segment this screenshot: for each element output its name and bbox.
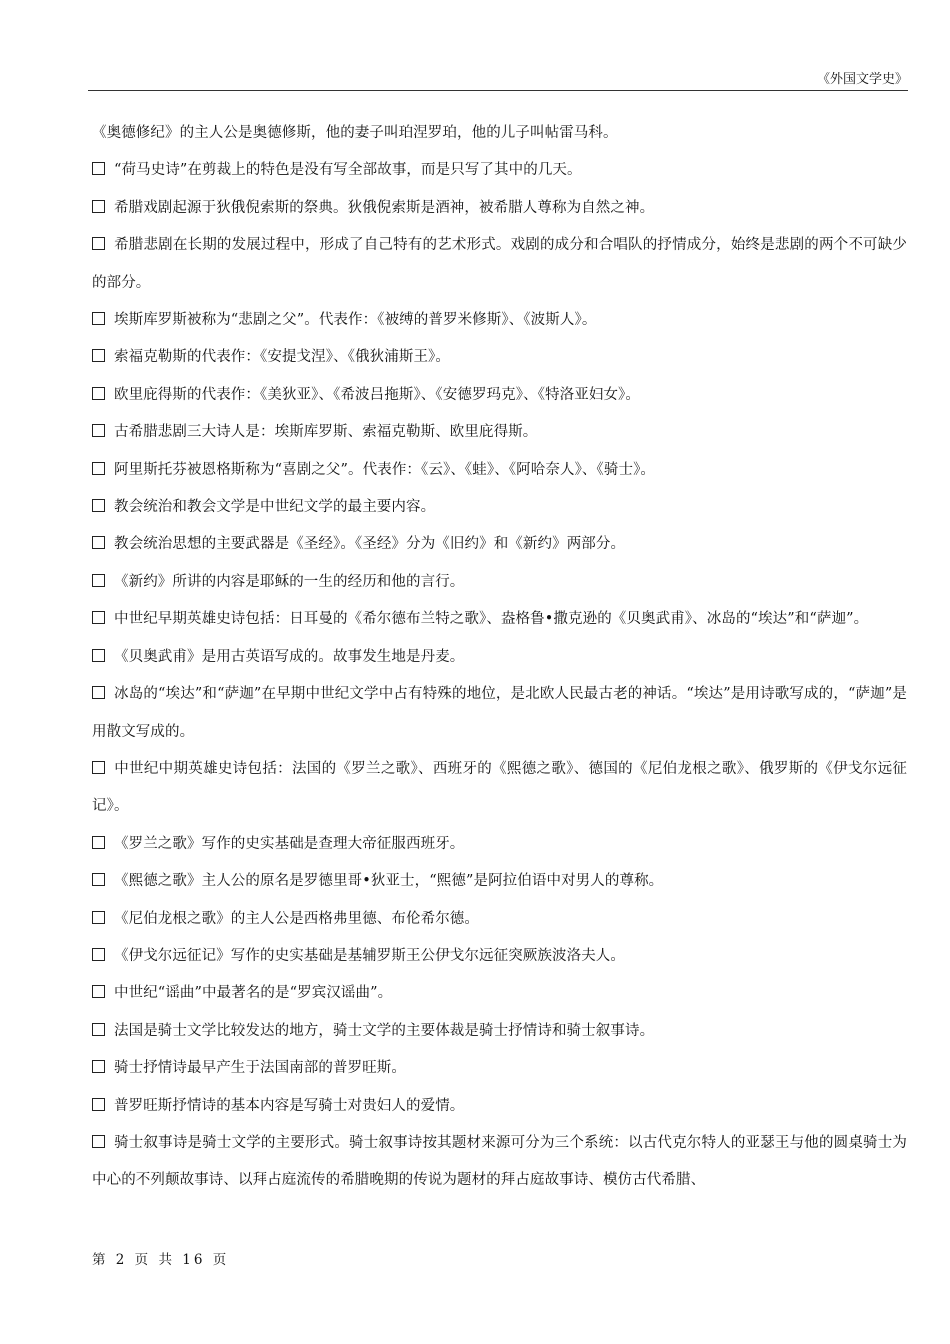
paragraph-text: 《尼伯龙根之歌》的主人公是西格弗里德、布伦希尔德。: [114, 910, 479, 927]
checkbox-bullet-icon: [92, 1098, 105, 1111]
page-header: [88, 72, 908, 91]
paragraph: [92, 526, 907, 563]
paragraph-text: 《奥德修纪》的主人公是奥德修斯，他的妻子叫珀涅罗珀，他的儿子叫帖雷马科。: [92, 125, 618, 141]
paragraph-text: 《罗兰之歌》写作的史实基础是查理大帝征服西班牙。: [114, 835, 465, 852]
paragraph-text: 古希腊悲剧三大诗人是：埃斯库罗斯、索福克勒斯、欧里庇得斯。: [114, 424, 538, 441]
paragraph: [92, 115, 907, 152]
checkbox-bullet-icon: [92, 237, 105, 250]
checkbox-bullet-icon: [92, 162, 105, 175]
checkbox-bullet-icon: [92, 1135, 105, 1148]
checkbox-bullet-icon: [92, 985, 105, 998]
paragraph: [92, 826, 907, 863]
paragraph: [92, 1125, 907, 1200]
paragraph: [92, 975, 907, 1012]
paragraph-text: 《新约》所讲的内容是耶稣的一生的经历和他的言行。: [114, 573, 465, 590]
paragraph: [92, 489, 907, 526]
paragraph-text: 骑士抒情诗最早产生于法国南部的普罗旺斯。: [114, 1060, 406, 1077]
paragraph: [92, 751, 907, 826]
paragraph-text: 教会统治和教会文学是中世纪文学的最主要内容。: [114, 499, 436, 516]
paragraph: [92, 452, 907, 489]
paragraph-text: 中世纪“谣曲”中最著名的是“罗宾汉谣曲”。: [114, 985, 393, 1002]
paragraph-text: 教会统治思想的主要武器是《圣经》。《圣经》分为《旧约》和《新约》两部分。: [114, 536, 626, 553]
checkbox-bullet-icon: [92, 462, 105, 475]
paragraph-text: 骑士叙事诗是骑士文学的主要形式。骑士叙事诗按其题材来源可分为三个系统：以古代克尔特人的亚瑟王与他的圆桌骑士为中心的不列颠故事诗、以拜占庭流传的希腊晚期的传说为题材的拜占庭故事诗、模仿古代希腊、: [92, 1134, 907, 1189]
paragraph: [92, 339, 907, 376]
checkbox-bullet-icon: [92, 387, 105, 400]
checkbox-bullet-icon: [92, 911, 105, 924]
checkbox-bullet-icon: [92, 1060, 105, 1073]
page-number: 第 2 页 共 16 页: [92, 1252, 230, 1268]
paragraph-text: 普罗旺斯抒情诗的基本内容是写骑士对贵妇人的爱情。: [114, 1097, 465, 1114]
paragraph: [92, 676, 907, 751]
checkbox-bullet-icon: [92, 312, 105, 325]
paragraph-text: 中世纪早期英雄史诗包括：日耳曼的《希尔德布兰特之歌》、盎格鲁•撒克逊的《贝奥武甫》、冰岛的“埃达”和“萨迦”。: [114, 611, 869, 628]
checkbox-bullet-icon: [92, 611, 105, 624]
paragraph: [92, 938, 907, 975]
paragraph-text: 希腊悲剧在长期的发展过程中，形成了自己特有的艺术形式。戏剧的成分和合唱队的抒情成分，始终是悲剧的两个不可缺少的部分。: [92, 237, 907, 291]
checkbox-bullet-icon: [92, 499, 105, 512]
checkbox-bullet-icon: [92, 649, 105, 662]
checkbox-bullet-icon: [92, 948, 105, 961]
checkbox-bullet-icon: [92, 424, 105, 437]
paragraph-text: 欧里庇得斯的代表作：《美狄亚》、《希波吕拖斯》、《安德罗玛克》、《特洛亚妇女》。: [114, 386, 640, 403]
paragraph: [92, 863, 907, 900]
paragraph: [92, 377, 907, 414]
checkbox-bullet-icon: [92, 836, 105, 849]
book-title: 《外国文学史》: [816, 72, 908, 87]
paragraph: [92, 1050, 907, 1087]
checkbox-bullet-icon: [92, 349, 105, 362]
checkbox-bullet-icon: [92, 686, 105, 699]
paragraph-text: 《熙德之歌》主人公的原名是罗德里哥•狄亚士，“熙德”是阿拉伯语中对男人的尊称。: [114, 873, 664, 890]
paragraph: [92, 414, 907, 451]
paragraph: [92, 152, 907, 189]
checkbox-bullet-icon: [92, 1023, 105, 1036]
paragraph-text: 冰岛的“埃达”和“萨迦”在早期中世纪文学中占有特殊的地位，是北欧人民最古老的神话。“埃达”是用诗歌写成的，“萨迦”是用散文写成的。: [92, 686, 907, 740]
checkbox-bullet-icon: [92, 536, 105, 549]
paragraph-text: 《伊戈尔远征记》写作的史实基础是基辅罗斯王公伊戈尔远征突厥族波洛夫人。: [114, 947, 625, 964]
paragraph: [92, 601, 907, 638]
paragraph: [92, 1088, 907, 1125]
paragraph: [92, 1013, 907, 1050]
checkbox-bullet-icon: [92, 761, 105, 774]
paragraph: [92, 564, 907, 601]
paragraph-text: 《贝奥武甫》是用古英语写成的。故事发生地是丹麦。: [114, 648, 465, 665]
paragraph-text: “荷马史诗”在剪裁上的特色是没有写全部故事，而是只写了其中的几天。: [114, 162, 582, 179]
paragraph: [92, 227, 907, 302]
paragraph: [92, 190, 907, 227]
paragraph-text: 索福克勒斯的代表作：《安提戈涅》、《俄狄浦斯王》。: [114, 349, 450, 366]
paragraph-text: 阿里斯托芬被恩格斯称为“喜剧之父”。代表作：《云》、《蛙》、《阿哈奈人》、《骑士》。: [114, 461, 656, 478]
paragraph: [92, 639, 907, 676]
paragraph-text: 埃斯库罗斯被称为“悲剧之父”。代表作：《被缚的普罗米修斯》、《波斯人》。: [114, 312, 597, 329]
paragraph-text: 希腊戏剧起源于狄俄倪索斯的祭典。狄俄倪索斯是酒神，被希腊人尊称为自然之神。: [114, 199, 655, 216]
checkbox-bullet-icon: [92, 574, 105, 587]
paragraph: [92, 302, 907, 339]
checkbox-bullet-icon: [92, 200, 105, 213]
document-body: [92, 115, 907, 1200]
paragraph-text: 法国是骑士文学比较发达的地方，骑士文学的主要体裁是骑士抒情诗和骑士叙事诗。: [114, 1022, 655, 1039]
paragraph-text: 中世纪中期英雄史诗包括：法国的《罗兰之歌》、西班牙的《熙德之歌》、德国的《尼伯龙根之歌》、俄罗斯的《伊戈尔远征记》。: [92, 760, 907, 815]
paragraph: [92, 901, 907, 938]
checkbox-bullet-icon: [92, 873, 105, 886]
